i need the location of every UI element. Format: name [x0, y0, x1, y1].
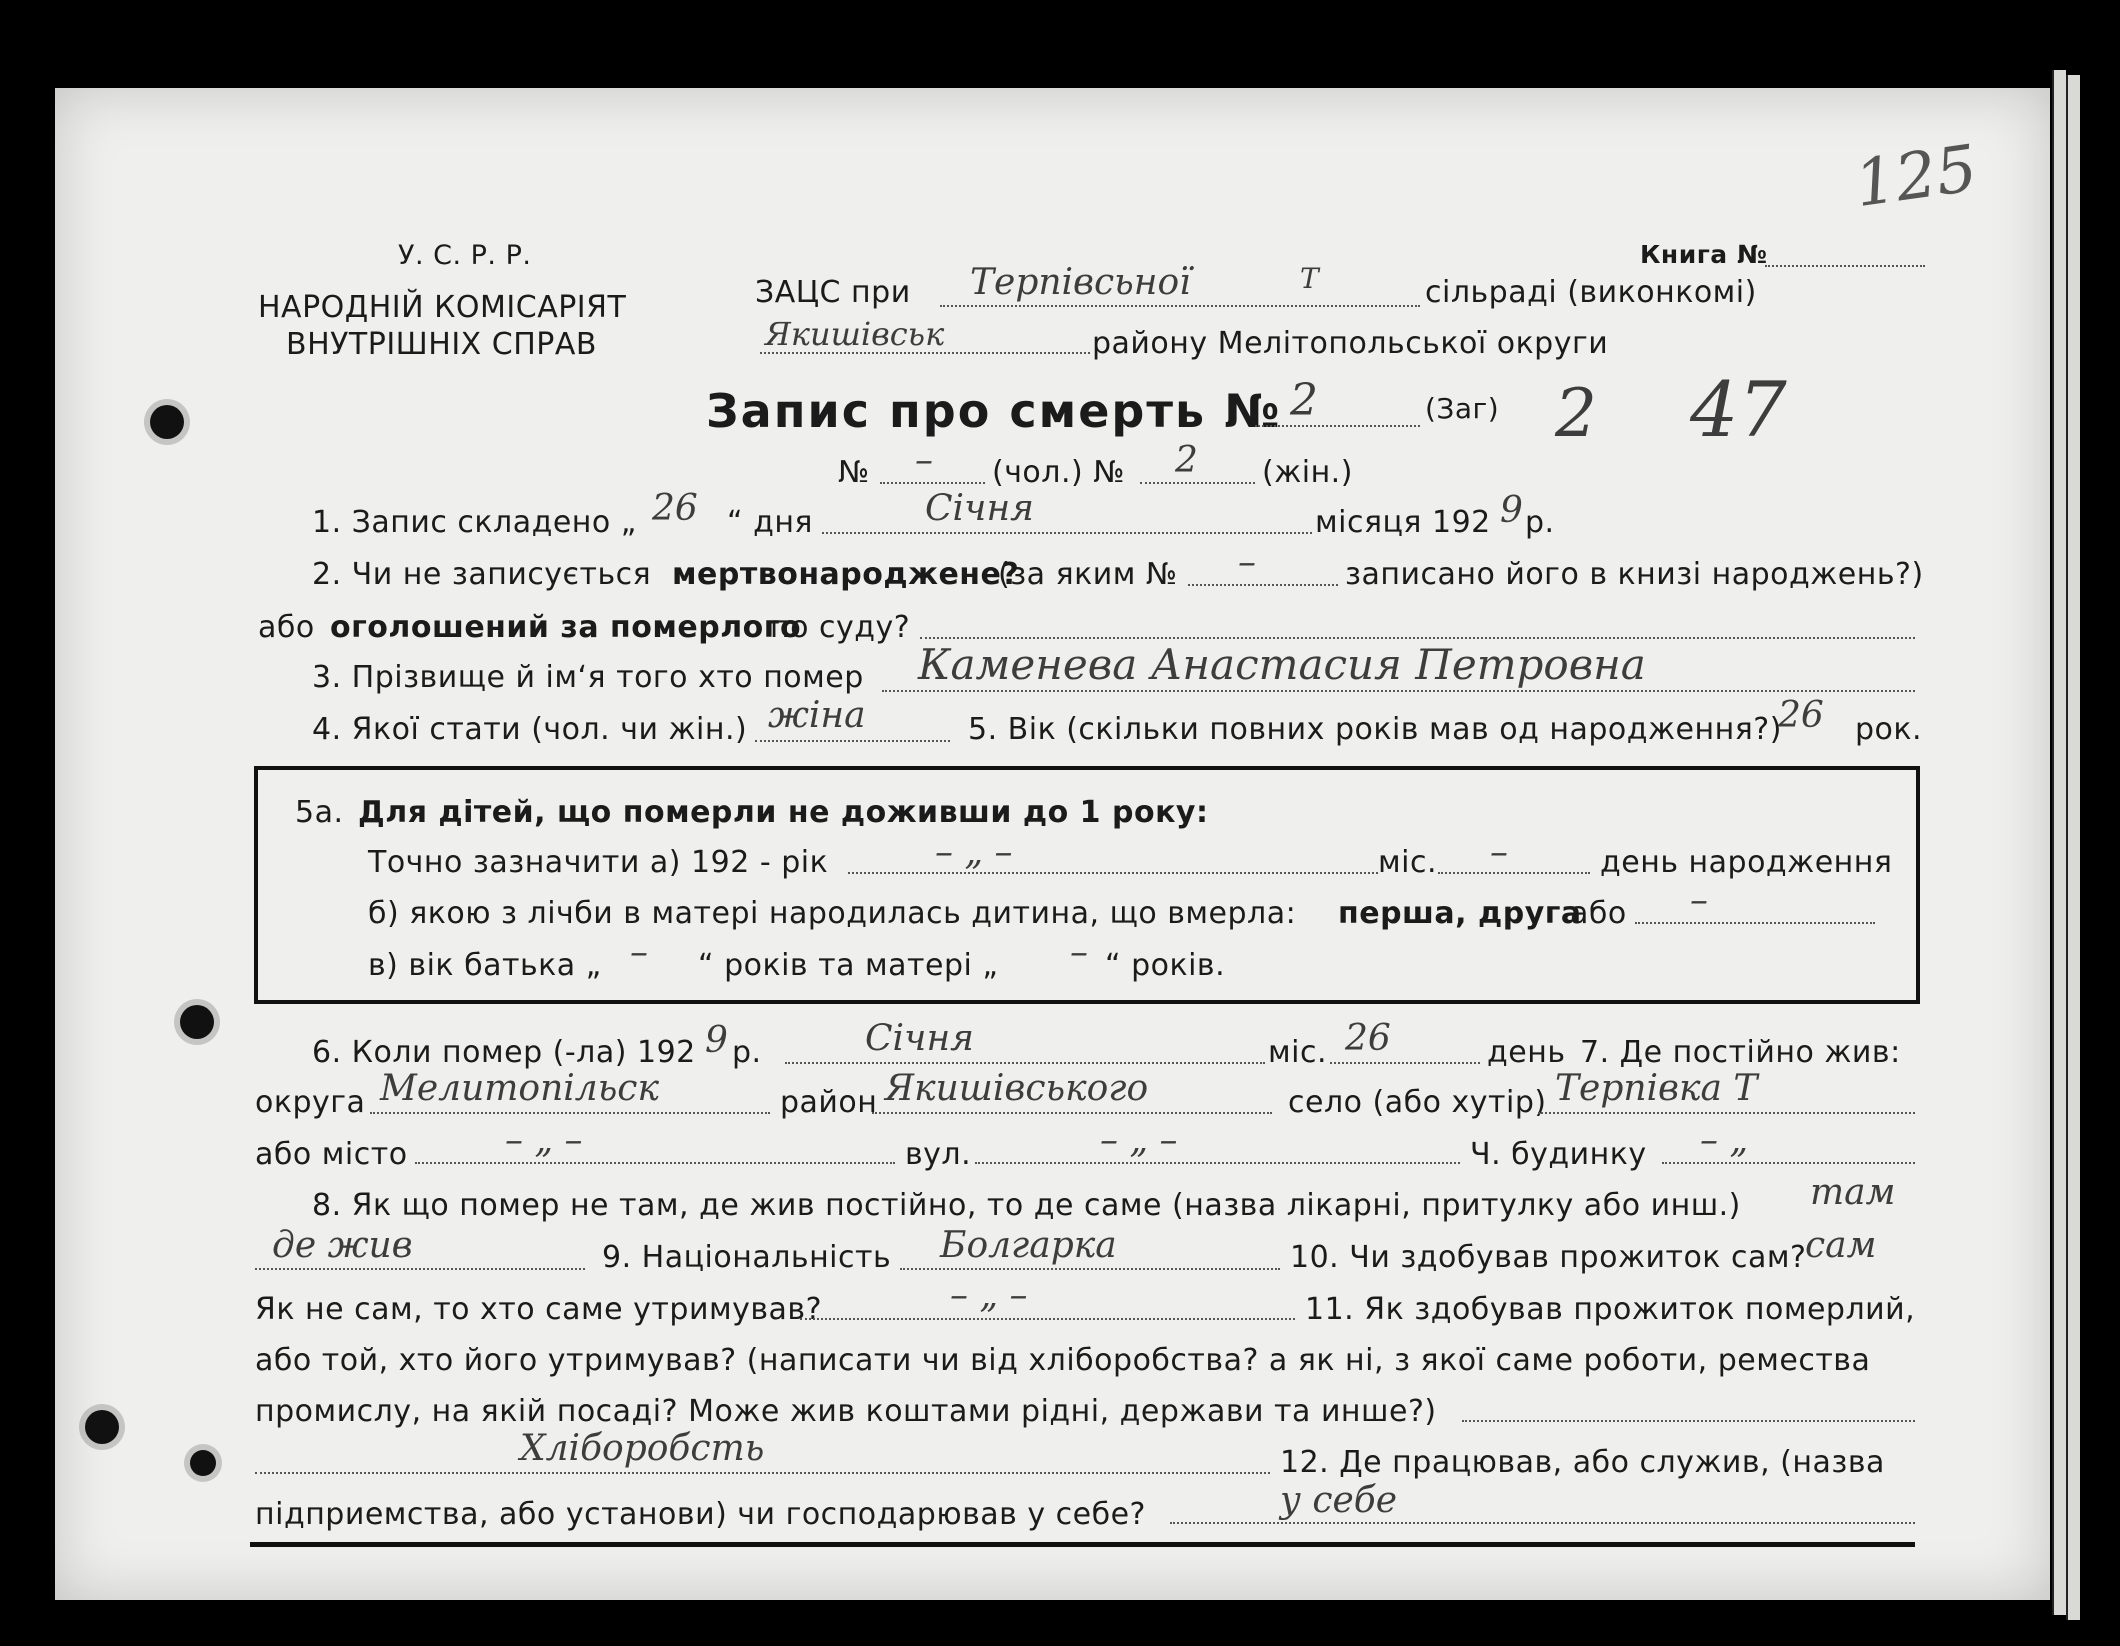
item10-value: сам	[1805, 1225, 1877, 1266]
punch-hole	[150, 405, 184, 439]
not-self-label: Як не сам, то хто саме утримував?	[255, 1292, 823, 1327]
vul-label: вул.	[905, 1137, 972, 1172]
workplace-line	[1170, 1522, 1915, 1524]
death-month: Січня	[865, 1018, 975, 1059]
male-no-label: №	[838, 455, 870, 490]
item6-label: 6. Коли помер (-ла) 192	[312, 1035, 696, 1070]
selo-label: село (або хутір)	[1288, 1085, 1547, 1120]
item12-text-b: підприемства, або установи) чи господарював у себе?	[255, 1497, 1146, 1532]
item12-label: 12. Де працював, або служив, (назва	[1280, 1445, 1885, 1480]
box-year: – „ –	[935, 832, 1013, 873]
zags-district-line	[760, 352, 1090, 354]
record-number: 2	[1290, 375, 1318, 426]
budynku-value: – „	[1700, 1120, 1749, 1161]
punch-hole	[180, 1005, 214, 1039]
occupation-line	[255, 1472, 1270, 1474]
box-line3: в) вік батька „	[368, 948, 602, 983]
okruga-line	[370, 1112, 770, 1114]
punch-hole	[85, 1410, 119, 1444]
page-number: 125	[1850, 131, 1982, 223]
box-line2: б) якою з лічби в матері народилась дитина, що вмерла:	[368, 896, 1297, 931]
nationality-value: Болгарка	[940, 1225, 1117, 1266]
misto-line	[415, 1162, 895, 1164]
box-order-line	[1635, 922, 1875, 924]
bottom-rule	[250, 1542, 1915, 1547]
box-birthday-label: день народження	[1600, 845, 1893, 880]
item11-text-c: промислу, на якій посаді? Може жив коштами рідні, держави та инше?)	[255, 1394, 1437, 1429]
item7-label: 7. Де постійно жив:	[1580, 1035, 1901, 1070]
vul-line	[975, 1162, 1460, 1164]
budynku-line	[1662, 1162, 1915, 1164]
zags-village-line	[940, 305, 1420, 307]
item1-day: 26	[652, 488, 698, 529]
sex-value: жіна	[768, 695, 866, 736]
raion-value: Якишівського	[885, 1068, 1149, 1109]
box-mother-age: –	[1070, 932, 1088, 973]
zags-district-suffix: району Мелітопольської округи	[1092, 326, 1609, 361]
box-line1: Точно зазначити а) 192 - рік	[368, 845, 829, 880]
item2-number-line	[1188, 584, 1338, 586]
item2-label: 2. Чи не записується	[312, 557, 652, 592]
raion-label: район	[780, 1085, 878, 1120]
zags-village: Терпівсьної	[970, 262, 1191, 303]
item2-or: або	[258, 610, 315, 645]
death-month-label: міс.	[1268, 1035, 1327, 1070]
box-line3-b: “ років та матері „	[698, 948, 999, 983]
box-month-label: міс.	[1378, 845, 1437, 880]
item1-month: Січня	[925, 488, 1035, 529]
item1-year-label: місяця 192	[1315, 505, 1491, 540]
box-father-age: –	[630, 932, 648, 973]
deceased-name-line	[882, 690, 1915, 692]
item5-label: 5. Вік (скільки повних років мав од народження?)	[968, 712, 1782, 747]
page-edge	[2052, 70, 2066, 1615]
selo-value: Терпівка Т	[1555, 1068, 1758, 1109]
workplace-value: у себе	[1280, 1480, 1398, 1521]
item9-label: 9. Національність	[602, 1240, 892, 1275]
sex-line	[755, 740, 950, 742]
box-year-line	[848, 872, 1378, 874]
item8-line	[255, 1268, 585, 1270]
not-self-value: – „ –	[950, 1275, 1028, 1316]
raion-line	[872, 1112, 1272, 1114]
item2-number: –	[1238, 542, 1256, 583]
internal-affairs-label: ВНУТРІШНІХ СПРАВ	[286, 327, 597, 362]
death-day-line	[1330, 1062, 1480, 1064]
item1-day-label: “ дня	[727, 505, 813, 540]
item8-value-a: там	[1810, 1172, 1896, 1213]
death-day: 26	[1345, 1018, 1391, 1059]
box-order: –	[1690, 880, 1708, 921]
margin-note-a: 2	[1555, 375, 1597, 452]
book-number-field	[1765, 265, 1925, 267]
item1-r: р.	[1525, 505, 1555, 540]
item3-label: 3. Прізвище й ім‘я того хто помер	[312, 660, 864, 695]
zag-label: (Заг)	[1425, 392, 1500, 425]
ussr-label: У. С. Р. Р.	[398, 240, 532, 271]
box-line3-c: “ років.	[1105, 948, 1226, 983]
page-edge	[2066, 75, 2080, 1620]
item8-value-b: де жив	[272, 1225, 413, 1266]
death-day-label: день	[1487, 1035, 1566, 1070]
item11-line	[1462, 1420, 1915, 1422]
zags-suffix: сільраді (виконкомі)	[1425, 275, 1757, 310]
male-number: –	[915, 440, 933, 481]
misto-value: – „ –	[505, 1120, 583, 1161]
item10-label: 10. Чи здобував прожиток сам?	[1290, 1240, 1807, 1275]
item2-stillborn: мертвонароджене?	[672, 557, 1020, 592]
death-year: 9	[705, 1020, 728, 1061]
box-title: Для дітей, що померли не доживши до 1 року:	[358, 795, 1209, 830]
zags-prefix: ЗАЦС при	[755, 275, 911, 310]
item2-recorded: записано його в книзі народжень?)	[1345, 557, 1924, 592]
death-month-line	[785, 1062, 1265, 1064]
item2-court: по суду?	[770, 610, 911, 645]
box-or: або	[1570, 896, 1627, 931]
zags-district: Якишівськ	[765, 315, 945, 353]
female-label: (жін.)	[1262, 455, 1353, 490]
record-title: Запис про смерть №	[706, 384, 1282, 438]
female-number-line	[1140, 482, 1255, 484]
zags-village-mark: Т	[1300, 262, 1319, 295]
item1-year: 9	[1500, 490, 1523, 531]
misto-label: або місто	[255, 1137, 408, 1172]
nationality-line	[900, 1268, 1280, 1270]
okruga-label: округа	[255, 1085, 366, 1120]
male-number-line	[880, 482, 985, 484]
item2-court-line	[920, 637, 1915, 639]
box-month: –	[1490, 832, 1508, 873]
item11-label: 11. Як здобував прожиток померлий,	[1305, 1292, 1916, 1327]
margin-note-b: 47	[1690, 365, 1787, 454]
book-label: Книга №	[1640, 240, 1768, 269]
age-value: 26	[1778, 695, 1824, 736]
vul-value: – „ –	[1100, 1120, 1178, 1161]
death-year-r: р.	[732, 1035, 762, 1070]
item8-label: 8. Як що помер не там, де жив постійно, то де саме (назва лікарні, притулку або инш.)	[312, 1188, 1741, 1223]
age-unit: рок.	[1855, 712, 1923, 747]
commissariat-label: НАРОДНІЙ КОМІСАРІЯТ	[258, 290, 627, 325]
okruga-value: Мелитопільск	[380, 1068, 659, 1109]
punch-hole	[190, 1450, 216, 1476]
budynku-label: Ч. будинку	[1470, 1137, 1647, 1172]
item1-label: 1. Запис складено „	[312, 505, 637, 540]
male-label: (чол.) №	[992, 455, 1125, 490]
item11-text-b: або той, хто його утримував? (написати чи від хліборобства? а як ні, з якої саме роботи, ремества	[255, 1343, 1871, 1378]
selo-line	[1538, 1112, 1915, 1114]
box-month-line	[1438, 872, 1590, 874]
record-number-line	[1255, 425, 1420, 427]
item1-month-line	[822, 532, 1312, 534]
box-number: 5а.	[295, 795, 344, 830]
item2-declared: оголошений за померлого	[330, 610, 802, 645]
not-self-line	[800, 1318, 1295, 1320]
female-number: 2	[1175, 440, 1198, 481]
item2-which: (за яким №	[998, 557, 1178, 592]
occupation-value: Хліборобсть	[520, 1428, 765, 1469]
item4-label: 4. Якої стати (чол. чи жін.)	[312, 712, 748, 747]
deceased-name: Каменева Анастасия Петровна	[918, 640, 1646, 689]
box-first-second: перша, друга	[1338, 896, 1582, 931]
